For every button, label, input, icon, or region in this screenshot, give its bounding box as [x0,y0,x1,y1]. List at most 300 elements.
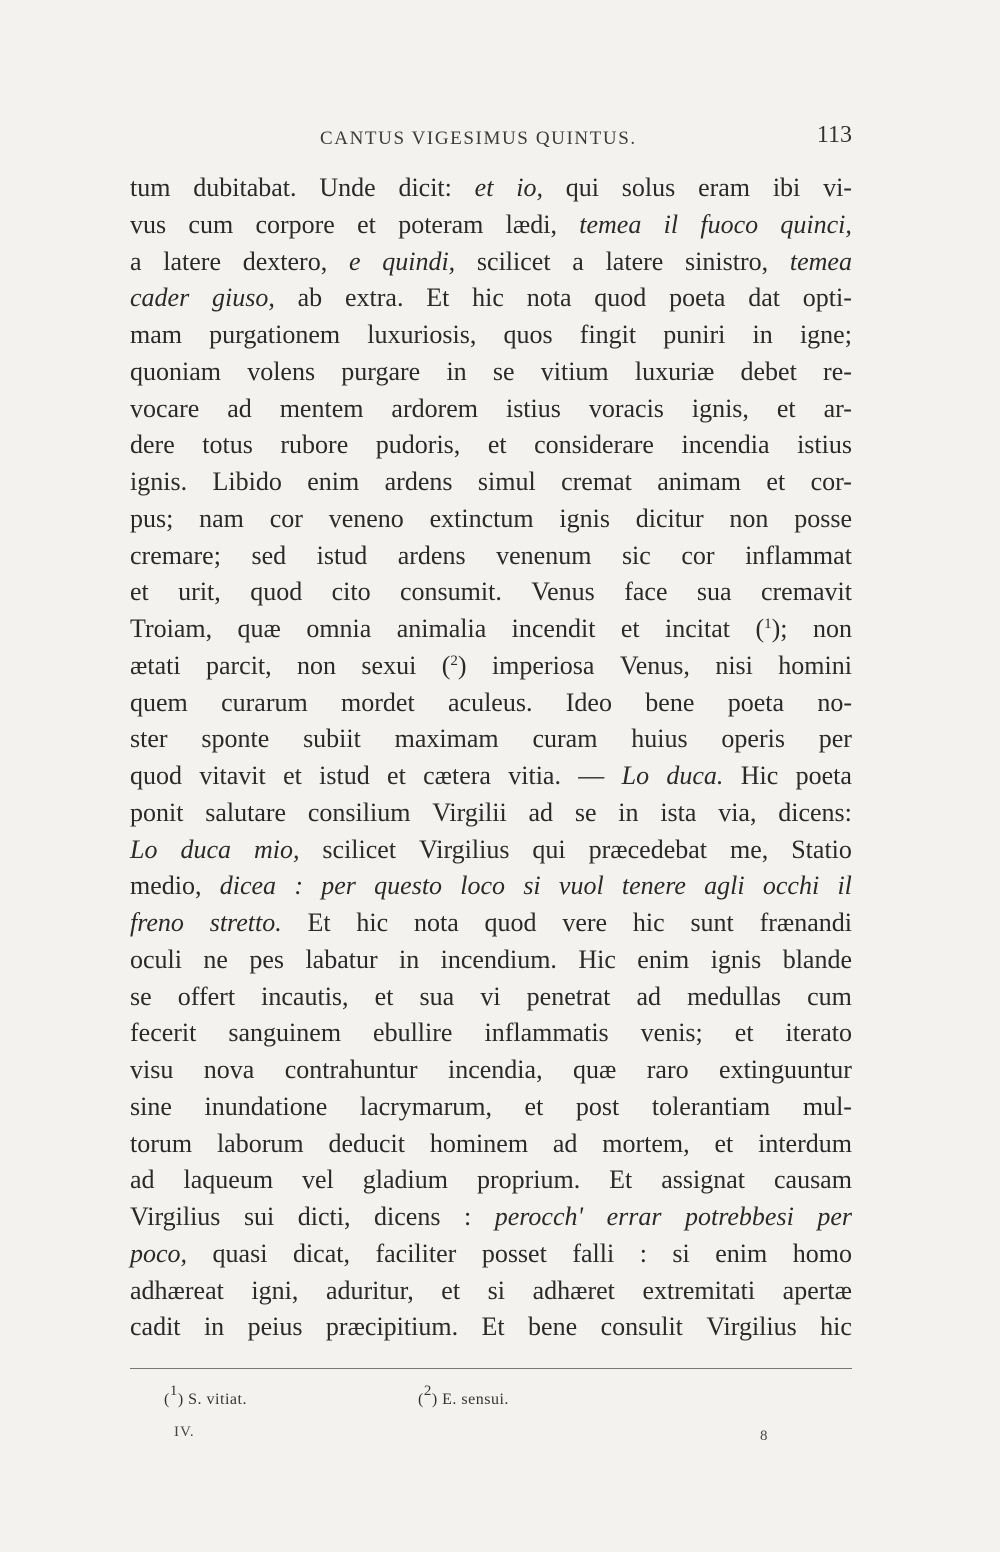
word: per [817,1202,852,1231]
word: enim [307,467,360,496]
word: nova [203,1055,255,1084]
word: mul- [802,1091,852,1121]
word: enim [637,944,690,974]
word: istud [316,540,368,570]
footnote-text: E. sensui. [442,1391,509,1408]
word: deducit [328,1128,405,1158]
word: pes [249,944,285,974]
word: incendia, [448,1055,543,1084]
word: poeta [727,687,784,717]
text-line [130,832,852,869]
word: et [714,1128,734,1158]
word: animam [657,467,742,496]
word: ponit [130,797,184,827]
footnote-divider [130,1368,852,1369]
word: in [752,320,773,349]
word: nam [199,503,244,533]
word: dicti, [297,1202,351,1231]
word: si [672,1238,690,1268]
word: homo [792,1238,852,1268]
signature-mark: IV. [174,1424,195,1440]
word: posset [481,1238,547,1268]
word: Et [307,908,331,937]
word: dicens [374,1202,441,1231]
word: et [130,577,149,607]
word: ad [552,1128,578,1158]
word: igne; [799,320,852,349]
word: perocch' [494,1202,584,1231]
word: istius [797,430,852,460]
word: ar- [823,393,852,423]
word: subiit [303,724,361,754]
word: Lo [130,834,158,864]
word: labatur [305,944,378,974]
word: quos [503,320,553,349]
word: poeta [795,761,852,790]
word: apertæ [782,1275,852,1305]
word: sanguinem [228,1018,342,1048]
word: dicat, [292,1238,350,1268]
word: assignat [661,1165,746,1195]
word: Statio [791,834,852,864]
word: inflammat [745,540,852,570]
word: raro [646,1055,689,1084]
word: poco, [130,1238,188,1268]
word: nisi [715,650,753,680]
word: quod [250,577,303,607]
word: animalia [396,614,487,643]
word: hic [472,283,504,313]
word: ($^1$); [755,614,788,643]
word: ad [528,797,554,827]
word: faciliter [375,1238,457,1268]
word: adhæreat [130,1275,224,1305]
word: mio, [253,834,300,864]
word: nota [526,283,572,313]
word: quoniam [130,356,221,386]
word: iterato [785,1018,852,1048]
word: sponte [201,724,270,754]
word: et [620,614,640,643]
word: mentem [279,393,364,423]
word: Ideo [565,687,612,717]
word: extinctum [429,503,534,533]
word: medio, [130,871,202,901]
word: dere [130,430,175,460]
word: fuoco [700,209,759,239]
word: imperiosa [491,650,595,680]
text-line [130,795,852,832]
footnote-marker: 1 [169,1383,178,1399]
word: incendia [681,430,770,460]
footnote-marker: 2 [423,1383,432,1399]
word: pus; [130,503,174,533]
word: penetrat [526,981,611,1011]
word: cadit [130,1312,181,1342]
word: quæ [573,1055,617,1084]
word: et [283,761,302,790]
word: in [446,356,467,386]
word: simul [477,467,536,496]
word: veneno [328,503,404,533]
word: dubitabat. [193,173,297,202]
text-line [130,464,852,501]
word: ardorem [391,393,479,423]
word: adhæret [532,1275,615,1305]
word: aculeus. [447,687,533,717]
word: ignis. [130,467,188,496]
word: vi [480,981,501,1011]
word: se [130,981,152,1011]
word: Lo [621,761,650,790]
word: fecerit [130,1018,197,1048]
word: qui [532,834,566,864]
word: in [399,944,420,974]
word: vuol [558,871,604,901]
word: Et [609,1165,633,1195]
word: Hic [578,944,616,974]
word: io, [516,173,543,202]
word: mortem, [602,1128,690,1158]
word: purgationem [209,320,341,349]
footnote-2: ($^2$) E. sensui. [418,1383,509,1408]
word: extra. [344,283,404,313]
text-line [130,538,852,575]
word: ad [636,981,662,1011]
text-line [130,868,852,905]
word: et [487,430,507,460]
word: ab [297,283,323,313]
text-line [130,427,852,464]
word: freno [130,908,184,937]
word: duca [180,834,231,864]
word: et [374,981,394,1011]
word: ignis [559,503,610,533]
word: sui [243,1202,275,1231]
word: præcedebat [588,834,708,864]
word: offert [177,981,236,1011]
word: torum [130,1128,193,1158]
word: nota [413,908,459,937]
word: cor- [810,467,852,496]
word: quod [594,283,647,313]
word: poteram [398,209,484,239]
word: consilium [307,797,411,827]
word: Virgilius [419,834,510,864]
word: hic [820,1312,852,1342]
page-header [130,122,852,162]
word: vus [130,209,167,239]
word: dicea [219,871,277,901]
word: dat [748,283,780,313]
word: cremare; [130,540,221,570]
word: questo [374,871,443,901]
word: quæ [237,614,281,643]
word: cum [807,981,852,1011]
word: medullas [687,981,782,1011]
text-line [130,170,852,207]
word: extinguuntur [719,1055,852,1084]
word: enim [715,1238,768,1268]
word: hic [632,908,665,937]
word: ster [130,724,168,754]
word: igni, [251,1275,299,1305]
text-line [130,611,852,648]
footnote-ref: 1 [764,616,772,632]
word: et [441,1275,461,1305]
word: laqueum [183,1165,274,1195]
word: dicens: [778,797,852,827]
word: hominem [429,1128,529,1158]
word: incendium. [440,944,557,974]
word: voracis [588,393,664,423]
word: dextero, [242,246,328,276]
word: sexui [361,650,417,680]
word: vi- [823,173,852,202]
word: hic [356,908,389,937]
word: per [321,871,356,901]
word: debet [740,356,797,386]
word: duca. [666,761,724,790]
text-line [130,317,852,354]
word: vel [302,1165,334,1195]
text-line [130,979,852,1016]
page-number: 113 [816,122,852,148]
word: quem [130,687,188,717]
footnote-1: ($^1$) S. vitiat. [164,1383,247,1408]
text-line [130,758,852,795]
word: et [734,1018,754,1048]
word: istud [319,761,370,790]
word: ne [203,944,228,974]
word: inflammatis [484,1018,609,1048]
word: ignis [710,944,762,974]
word: no- [817,687,852,717]
text-line [130,501,852,538]
word: ista [660,797,697,827]
word: Virgilius [706,1312,797,1342]
footnote-text: S. vitiat. [188,1391,247,1408]
word: quod [130,761,182,790]
word: blande [782,944,852,974]
word: qui [565,173,599,202]
word: venis; [640,1018,703,1048]
word: quindi, [382,246,456,276]
word: opti- [802,283,852,313]
word: re- [823,356,852,386]
word: inundatione [204,1091,328,1121]
word: corpore [255,209,335,239]
text-line [130,1273,852,1310]
word: homini [778,650,852,680]
text-line [130,244,852,281]
text-line [130,1089,852,1126]
word: vitavit [199,761,266,790]
text-line [130,1309,852,1346]
word: Virgilius [130,1202,221,1231]
word: Hic [740,761,779,790]
word: Troiam, [130,614,213,643]
word: contrahuntur [284,1055,418,1084]
word: sua [419,981,455,1011]
word: ignis, [691,393,749,423]
word: Virgilii [432,797,507,827]
word: et [524,1091,544,1121]
word: bene [645,687,695,717]
word: proprium. [476,1165,581,1195]
word: ætati [130,650,181,680]
word: post [575,1091,620,1121]
word: cremavit [760,577,852,607]
word: il [663,209,679,239]
word: giuso, [212,283,275,313]
text-line [130,574,852,611]
word: aduritur, [325,1275,414,1305]
text-line [130,1199,852,1236]
word: : [294,871,303,901]
word: oculi [130,944,182,974]
word: incautis, [261,981,349,1011]
word: extremitati [642,1275,756,1305]
word: vitia. [508,761,561,790]
word: venenum [496,540,592,570]
word: se [574,797,597,827]
word: quasi [212,1238,268,1268]
word: operis [721,724,785,754]
word: lædi, [505,209,557,239]
word: eram [698,173,751,202]
word: ($^2$) [441,650,467,680]
word: non [812,614,852,643]
word: Et [481,1312,505,1342]
word: quinci, [780,209,852,239]
word: et [766,467,786,496]
word: vere [562,908,608,937]
word: considerare [534,430,654,460]
word: ibi [772,173,801,202]
word: Venus [531,577,595,607]
word: quod [484,908,537,937]
word: posse [794,503,852,533]
word: bene [528,1312,578,1342]
body-text [130,170,852,1346]
word: curarum [221,687,308,717]
word: lacrymarum, [359,1091,492,1121]
word: face [624,577,668,607]
word: in [618,797,639,827]
word: frænandi [759,908,852,937]
word: vocare [130,393,200,423]
word: a [130,246,142,276]
word: sic [621,540,651,570]
word: — [578,761,605,790]
word: tolerantiam [651,1091,771,1121]
word: sinistro, [685,246,769,276]
text-line [130,207,852,244]
text-line [130,1015,852,1052]
word: me, [729,834,769,864]
word: rubore [280,430,349,460]
footnote-ref: 2 [450,652,458,669]
word: sua [696,577,732,607]
word: latere [163,246,222,276]
word: in [203,1312,225,1342]
word: solus [621,173,676,202]
word: cito [331,577,371,607]
word: incitat [665,614,731,643]
word: et [776,393,796,423]
word: se [492,356,515,386]
word: luxuriosis, [367,320,477,349]
word: non [297,650,337,680]
word: dicitur [635,503,704,533]
word: Venus, [619,650,690,680]
word: cader [130,283,190,313]
text-line [130,354,852,391]
word: ardens [397,540,466,570]
word: per [818,724,852,754]
text-line [130,280,852,317]
word: vitium [540,356,609,386]
word: consulit [600,1312,683,1342]
word: sine [130,1091,172,1121]
word: parcit, [205,650,272,680]
word: si [487,1275,505,1305]
word: cætera [423,761,491,790]
word: ebullire [373,1018,453,1048]
word: tum [130,173,171,202]
word: il [837,871,852,901]
text-line [130,905,852,942]
text-line [130,685,852,722]
word: totus [202,430,253,460]
word: salutare [205,797,287,827]
word: occhi [762,871,820,901]
word: temea [789,246,852,276]
word: agli [704,871,745,901]
word: cor [269,503,303,533]
text-line [130,391,852,428]
word: peius [247,1312,303,1342]
word: Unde [319,173,376,202]
word: temea [579,209,642,239]
text-line [130,1052,852,1089]
word: a [572,246,584,276]
word: maximam [394,724,499,754]
word: huius [631,724,688,754]
word: latere [605,246,664,276]
word: ad [227,393,252,423]
word: via, [718,797,757,827]
word: puniri [663,320,726,349]
word: purgare [341,356,421,386]
word: stretto. [209,908,282,937]
word: gladium [362,1165,448,1195]
word: luxuriæ [634,356,715,386]
word: cor [681,540,715,570]
word: pudoris, [375,430,461,460]
text-line [130,1236,852,1273]
word: ad [130,1165,155,1195]
word: curam [532,724,598,754]
word: urit, [178,577,221,607]
word: laborum [216,1128,304,1158]
text-line [130,1162,852,1199]
word: præcipitium. [325,1312,459,1342]
word: non [729,503,769,533]
text-line [130,648,852,685]
word: dicit: [398,173,452,202]
